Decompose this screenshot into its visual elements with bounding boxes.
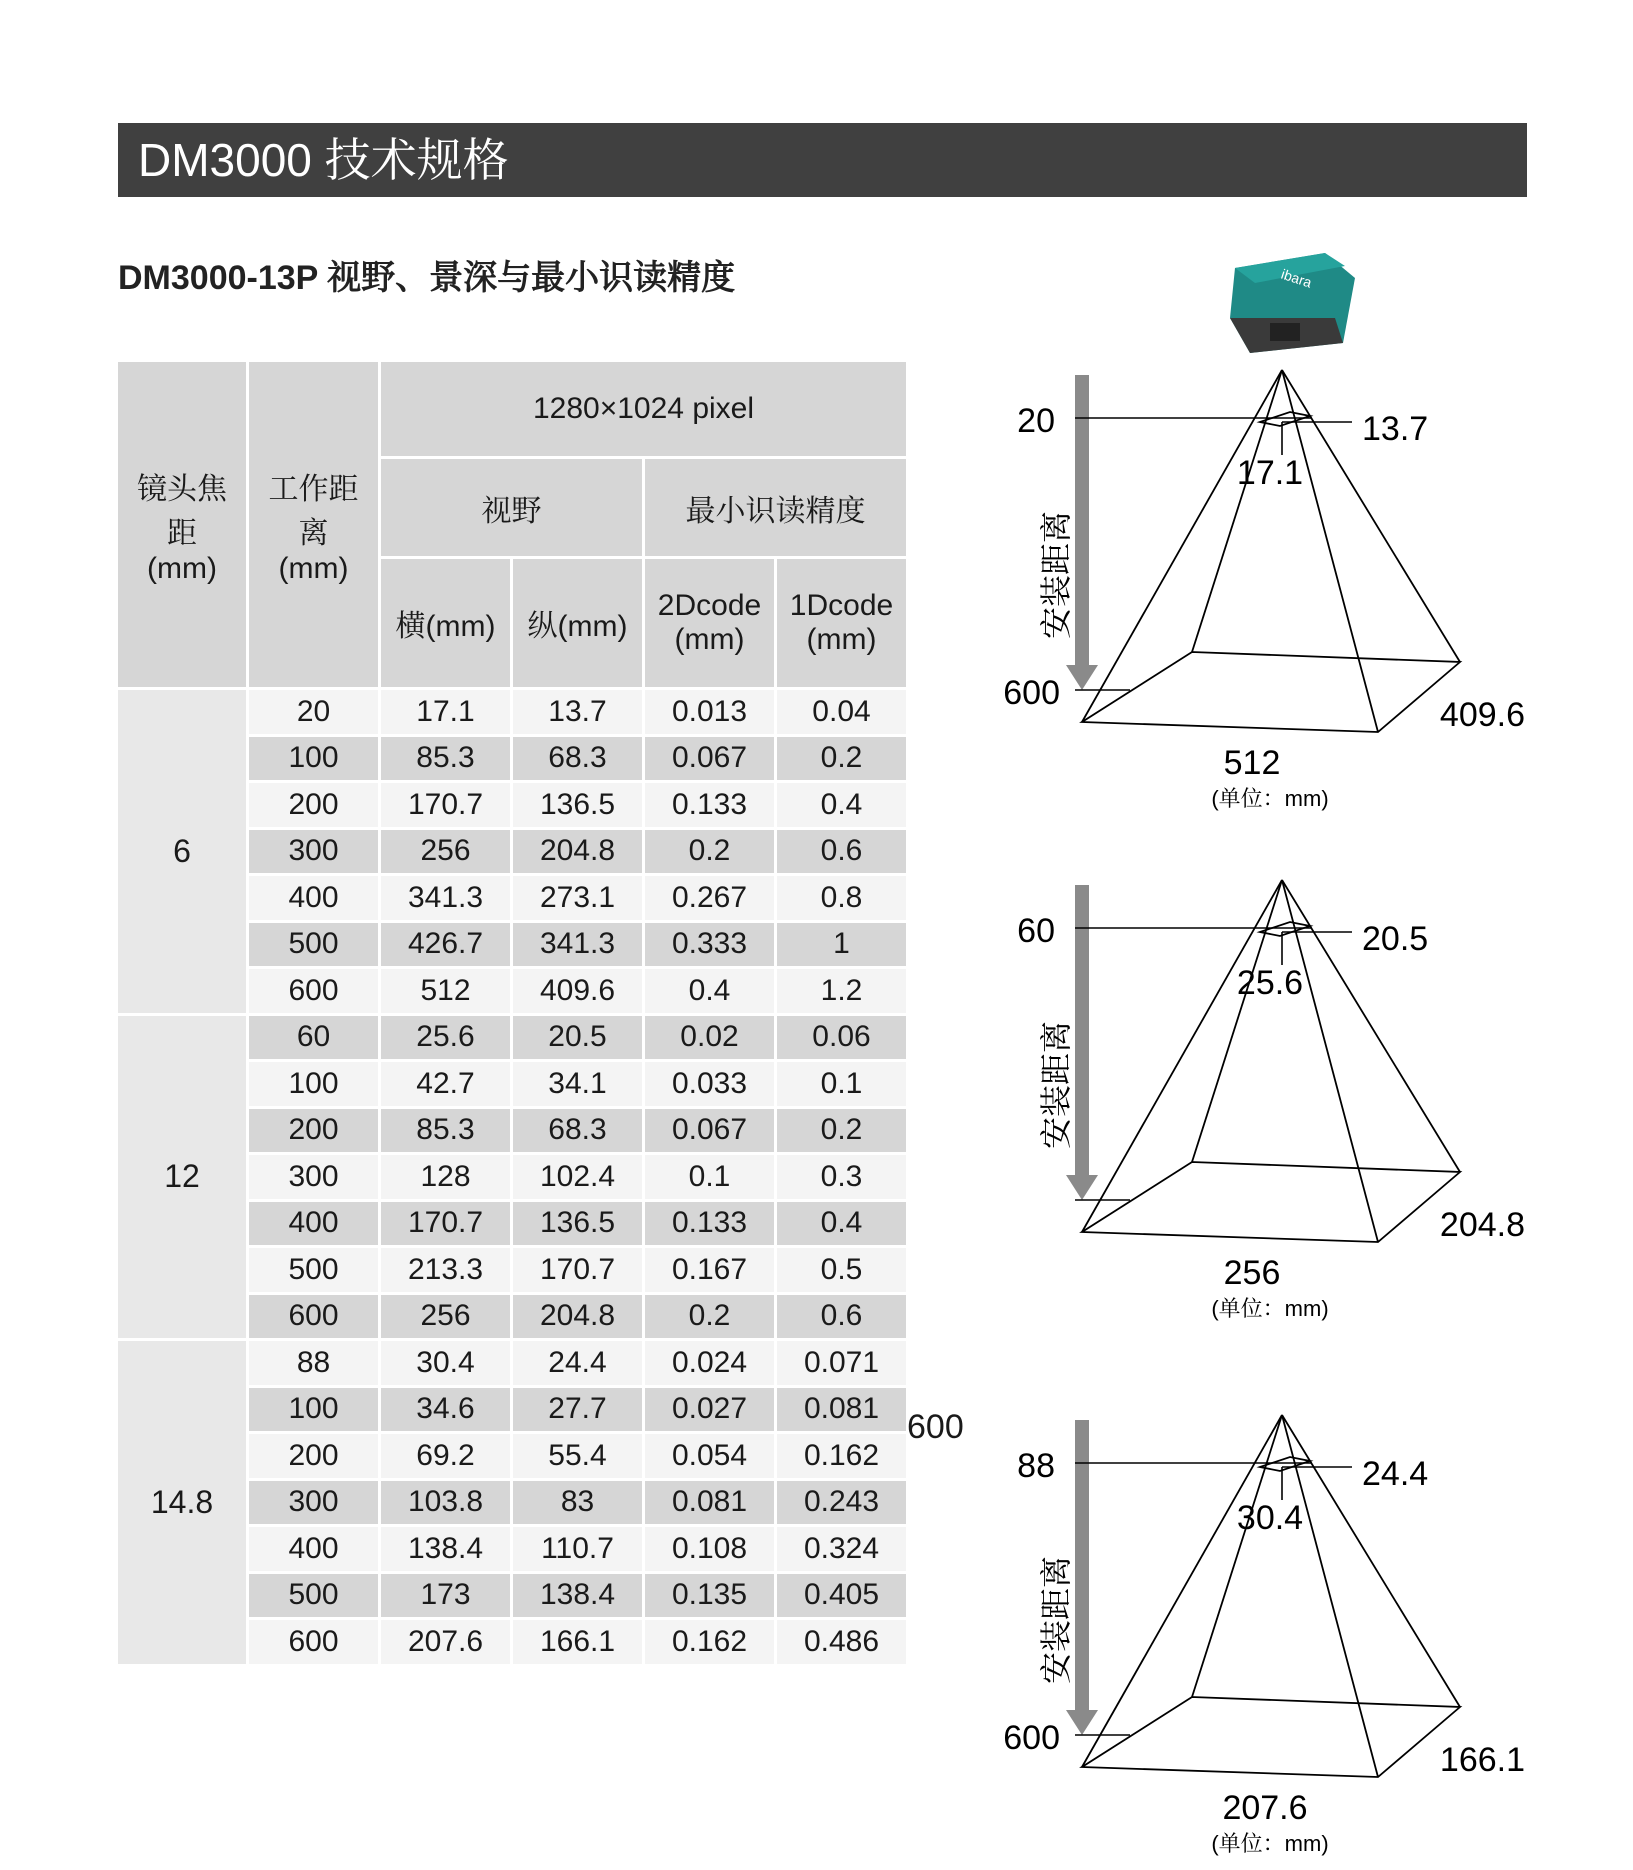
header-focal-line: 镜头焦 — [137, 472, 227, 506]
table-cell: 0.167 — [645, 1248, 774, 1292]
table-cell: 500 — [249, 1248, 378, 1292]
header-1dcode-line: 1Dcode — [789, 589, 894, 622]
table-cell: 128 — [381, 1155, 510, 1199]
header-distance-line: (mm) — [278, 551, 349, 585]
table-cell: 600 — [249, 1620, 378, 1664]
table-cell: 30.4 — [381, 1341, 510, 1385]
table-cell: 300 — [249, 1155, 378, 1199]
table-cell: 17.1 — [381, 690, 510, 734]
table-cell: 0.2 — [777, 737, 906, 781]
table-cell: 0.6 — [777, 830, 906, 874]
far-width-label: 512 — [1223, 744, 1281, 782]
table-cell: 200 — [249, 1434, 378, 1478]
fov-diagram-3 — [960, 1405, 1560, 1865]
table-cell: 0.1 — [645, 1155, 774, 1199]
table-cell: 25.6 — [381, 1016, 510, 1060]
table-cell: 85.3 — [381, 737, 510, 781]
table-cell: 0.06 — [777, 1016, 906, 1060]
table-cell: 42.7 — [381, 1062, 510, 1106]
table-cell: 0.3 — [777, 1155, 906, 1199]
table-cell: 100 — [249, 737, 378, 781]
table-cell: 0.243 — [777, 1481, 906, 1525]
table-cell: 500 — [249, 923, 378, 967]
far-distance-label: 600 — [1003, 674, 1060, 712]
table-cell: 0.2 — [645, 1295, 774, 1339]
header-bar — [118, 123, 1527, 197]
far-distance-label: 600 — [1003, 1719, 1060, 1757]
table-cell: 0.024 — [645, 1341, 774, 1385]
table-cell: 170.7 — [513, 1248, 642, 1292]
table-cell: 0.081 — [777, 1388, 906, 1432]
header-distance-line: 离 — [298, 516, 329, 550]
table-cell: 110.7 — [513, 1527, 642, 1571]
table-cell: 0.1 — [777, 1062, 906, 1106]
near-distance-label: 88 — [1017, 1447, 1055, 1485]
table-cell: 0.4 — [777, 783, 906, 827]
far-height-label: 204.8 — [1439, 1206, 1525, 1244]
axis-label: 安装距离 — [1038, 1555, 1074, 1685]
table-cell: 0.067 — [645, 737, 774, 781]
header-resolution: 1280×1024 pixel — [381, 362, 906, 456]
header-fov: 视野 — [381, 459, 642, 556]
table-cell: 512 — [381, 969, 510, 1013]
table-cell: 88 — [249, 1341, 378, 1385]
near-width-label: 20.5 — [1362, 920, 1429, 958]
spec-table — [115, 359, 909, 1667]
table-cell: 24.4 — [513, 1341, 642, 1385]
table-cell: 204.8 — [513, 1295, 642, 1339]
camera-lens — [1270, 323, 1300, 341]
table-cell: 0.2 — [777, 1109, 906, 1153]
table-cell: 0.033 — [645, 1062, 774, 1106]
camera-logo: ibara — [1279, 265, 1314, 291]
far-width-label: 207.6 — [1222, 1789, 1308, 1827]
table-cell: 0.8 — [777, 876, 906, 920]
table-cell: 0.071 — [777, 1341, 906, 1385]
table-cell: 200 — [249, 1109, 378, 1153]
unit-label: (单位：mm) — [1211, 1296, 1329, 1321]
table-cell: 103.8 — [381, 1481, 510, 1525]
table-cell: 0.054 — [645, 1434, 774, 1478]
distance-arrow-head — [1066, 665, 1098, 690]
table-cell: 83 — [513, 1481, 642, 1525]
table-cell: 400 — [249, 1202, 378, 1246]
table-cell: 300 — [249, 1481, 378, 1525]
table-cell: 55.4 — [513, 1434, 642, 1478]
table-cell: 69.2 — [381, 1434, 510, 1478]
table-cell: 0.4 — [645, 969, 774, 1013]
table-cell: 0.324 — [777, 1527, 906, 1571]
far-height-label: 409.6 — [1439, 696, 1525, 734]
table-cell: 200 — [249, 783, 378, 827]
fov-diagram-2 — [960, 870, 1560, 1340]
table-cell: 85.3 — [381, 1109, 510, 1153]
axis-label: 安装距离 — [1038, 510, 1074, 640]
table-row — [118, 1016, 906, 1060]
table-cell: 0.6 — [777, 1295, 906, 1339]
distance-arrow-head — [1066, 1175, 1098, 1200]
table-cell: 0.04 — [777, 690, 906, 734]
table-cell: 60 — [249, 1016, 378, 1060]
header-2dcode-line: (mm) — [674, 623, 745, 656]
table-cell: 0.108 — [645, 1527, 774, 1571]
table-cell: 500 — [249, 1574, 378, 1618]
table-cell: 273.1 — [513, 876, 642, 920]
table-cell: 0.333 — [645, 923, 774, 967]
table-cell: 20 — [249, 690, 378, 734]
table-cell: 0.267 — [645, 876, 774, 920]
table-cell: 300 — [249, 830, 378, 874]
header-2dcode-line: 2Dcode — [657, 589, 762, 622]
far-height-label: 166.1 — [1439, 1741, 1525, 1779]
header-distance — [249, 362, 378, 687]
table-cell: 400 — [249, 1527, 378, 1571]
table-cell: 0.013 — [645, 690, 774, 734]
header-vertical: 纵(mm) — [513, 559, 642, 687]
table-cell: 20.5 — [513, 1016, 642, 1060]
far-width-label: 256 — [1223, 1254, 1281, 1292]
table-cell: 0.133 — [645, 1202, 774, 1246]
table-cell: 426.7 — [381, 923, 510, 967]
distance-arrow-head — [1066, 1710, 1098, 1735]
fov-diagram-1 — [960, 360, 1560, 830]
header-2dcode — [645, 559, 774, 687]
table-cell: 170.7 — [381, 1202, 510, 1246]
header-focal-line: 距 — [167, 516, 197, 550]
table-cell: 600 — [249, 969, 378, 1013]
table-cell: 213.3 — [381, 1248, 510, 1292]
table-cell: 138.4 — [381, 1527, 510, 1571]
table-cell: 0.5 — [777, 1248, 906, 1292]
table-cell: 207.6 — [381, 1620, 510, 1664]
near-height-label: 25.6 — [1236, 964, 1304, 1002]
table-cell: 0.027 — [645, 1388, 774, 1432]
header-precision: 最小识读精度 — [645, 459, 906, 556]
near-width-label: 24.4 — [1362, 1455, 1429, 1493]
table-row — [118, 1341, 906, 1385]
table-cell: 256 — [381, 1295, 510, 1339]
camera-illustration — [1215, 248, 1365, 373]
table-cell: 1 — [777, 923, 906, 967]
table-cell: 409.6 — [513, 969, 642, 1013]
page-title: DM3000 技术规格 — [138, 134, 509, 186]
focal-length-cell: 14.8 — [118, 1341, 246, 1664]
table-cell: 68.3 — [513, 1109, 642, 1153]
table-cell: 13.7 — [513, 690, 642, 734]
table-cell: 1.2 — [777, 969, 906, 1013]
table-cell: 0.133 — [645, 783, 774, 827]
focal-length-cell: 12 — [118, 1016, 246, 1339]
header-horizontal: 横(mm) — [381, 559, 510, 687]
table-cell: 136.5 — [513, 783, 642, 827]
section-title: DM3000-13P 视野、景深与最小识读精度 — [118, 259, 736, 297]
near-width-label: 13.7 — [1362, 410, 1429, 448]
table-cell: 256 — [381, 830, 510, 874]
table-cell: 0.135 — [645, 1574, 774, 1618]
table-cell: 34.1 — [513, 1062, 642, 1106]
table-cell: 341.3 — [513, 923, 642, 967]
table-cell: 0.081 — [645, 1481, 774, 1525]
header-distance-line: 工作距 — [268, 472, 359, 506]
header-1dcode — [777, 559, 906, 687]
table-cell: 170.7 — [381, 783, 510, 827]
near-distance-label: 60 — [1017, 912, 1055, 950]
table-cell: 341.3 — [381, 876, 510, 920]
table-cell: 600 — [249, 1295, 378, 1339]
table-cell: 100 — [249, 1388, 378, 1432]
table-cell: 166.1 — [513, 1620, 642, 1664]
table-cell: 102.4 — [513, 1155, 642, 1199]
unit-label: (单位：mm) — [1211, 786, 1329, 811]
table-cell: 136.5 — [513, 1202, 642, 1246]
header-focal — [118, 362, 246, 687]
near-height-label: 30.4 — [1236, 1499, 1304, 1537]
table-cell: 173 — [381, 1574, 510, 1618]
table-cell: 0.067 — [645, 1109, 774, 1153]
stray-distance-label: 600 — [907, 1408, 964, 1446]
table-cell: 0.405 — [777, 1574, 906, 1618]
table-cell: 68.3 — [513, 737, 642, 781]
table-row — [118, 690, 906, 734]
table-cell: 34.6 — [381, 1388, 510, 1432]
table-cell: 0.02 — [645, 1016, 774, 1060]
unit-label: (单位：mm) — [1211, 1831, 1329, 1856]
table-cell: 100 — [249, 1062, 378, 1106]
near-height-label: 17.1 — [1236, 454, 1304, 492]
table-cell: 204.8 — [513, 830, 642, 874]
table-cell: 0.486 — [777, 1620, 906, 1664]
header-focal-line: (mm) — [147, 551, 217, 585]
table-cell: 138.4 — [513, 1574, 642, 1618]
table-cell: 0.4 — [777, 1202, 906, 1246]
table-cell: 400 — [249, 876, 378, 920]
near-distance-label: 20 — [1017, 402, 1055, 440]
focal-length-cell: 6 — [118, 690, 246, 1013]
table-cell: 0.2 — [645, 830, 774, 874]
header-1dcode-line: (mm) — [806, 623, 877, 656]
table-cell: 27.7 — [513, 1388, 642, 1432]
table-cell: 0.162 — [777, 1434, 906, 1478]
table-cell: 0.162 — [645, 1620, 774, 1664]
axis-label: 安装距离 — [1038, 1020, 1074, 1150]
